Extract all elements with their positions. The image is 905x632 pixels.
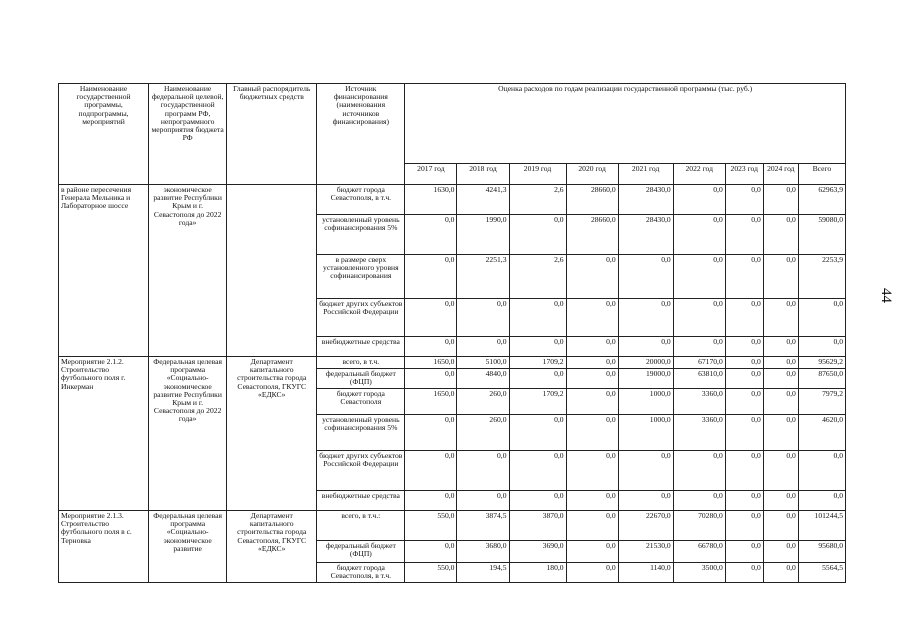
value-cell: 1630,0 xyxy=(405,185,457,215)
value-cell: 4840,0 xyxy=(457,369,509,389)
table-row xyxy=(59,511,846,541)
value-cell: 28430,0 xyxy=(618,215,673,255)
value-cell: 0,0 xyxy=(673,299,725,337)
value-cell: 0,0 xyxy=(763,337,798,357)
value-cell: 0,0 xyxy=(673,451,725,491)
value-cell: 0,0 xyxy=(405,451,457,491)
value-cell: 0,0 xyxy=(405,215,457,255)
value-cell: 0,0 xyxy=(725,357,763,369)
value-cell: 0,0 xyxy=(566,491,618,511)
header-manager: Главный распорядитель бюджетных средств xyxy=(227,84,317,185)
value-cell: 0,0 xyxy=(725,299,763,337)
header-estimate: Оценка расходов по годам реализации государственной программы (тыс. руб.) xyxy=(405,84,846,164)
funding-source: установленный уровень софинансирования 5% xyxy=(317,415,405,451)
funding-source: бюджет города Севастополя, в т.ч. xyxy=(317,563,405,583)
header-year: 2022 год xyxy=(673,164,725,185)
value-cell: 67170,0 xyxy=(673,357,725,369)
value-cell: 0,0 xyxy=(763,491,798,511)
value-cell: 180,0 xyxy=(509,563,566,583)
funding-source: бюджет города Севастополя, в т.ч. xyxy=(317,185,405,215)
value-cell: 3870,0 xyxy=(509,511,566,541)
value-cell: 0,0 xyxy=(763,255,798,299)
value-cell: 0,0 xyxy=(673,491,725,511)
value-cell: 0,0 xyxy=(509,337,566,357)
block-manager xyxy=(227,185,317,357)
value-cell: 0,0 xyxy=(618,491,673,511)
value-cell: 0,0 xyxy=(763,451,798,491)
value-cell: 4241,3 xyxy=(457,185,509,215)
value-cell: 0,0 xyxy=(509,451,566,491)
value-cell: 0,0 xyxy=(725,511,763,541)
value-cell: 0,0 xyxy=(673,185,725,215)
value-cell: 0,0 xyxy=(798,299,845,337)
value-cell: 0,0 xyxy=(763,563,798,583)
value-cell: 4620,0 xyxy=(798,415,845,451)
budget-table xyxy=(58,83,846,583)
funding-source: установленный уровень софинансирования 5% xyxy=(317,215,405,255)
value-cell: 0,0 xyxy=(509,415,566,451)
value-cell: 2,6 xyxy=(509,185,566,215)
value-cell: 260,0 xyxy=(457,389,509,415)
value-cell: 0,0 xyxy=(566,511,618,541)
funding-source: федеральный бюджет (ФЦП) xyxy=(317,541,405,563)
value-cell: 0,0 xyxy=(725,369,763,389)
value-cell: 0,0 xyxy=(725,491,763,511)
value-cell: 95629,2 xyxy=(798,357,845,369)
value-cell: 0,0 xyxy=(673,215,725,255)
funding-source: всего, в т.ч. xyxy=(317,357,405,369)
table-row xyxy=(59,357,846,369)
value-cell: 0,0 xyxy=(566,369,618,389)
value-cell: 0,0 xyxy=(405,491,457,511)
value-cell: 0,0 xyxy=(763,185,798,215)
value-cell: 28660,0 xyxy=(566,215,618,255)
value-cell: 0,0 xyxy=(405,299,457,337)
value-cell: 0,0 xyxy=(405,415,457,451)
value-cell: 0,0 xyxy=(457,451,509,491)
funding-source: внебюджетные средства xyxy=(317,491,405,511)
value-cell: 3500,0 xyxy=(673,563,725,583)
value-cell: 3874,5 xyxy=(457,511,509,541)
value-cell: 0,0 xyxy=(725,215,763,255)
value-cell: 1709,2 xyxy=(509,389,566,415)
funding-source: федеральный бюджет (ФЦП) xyxy=(317,369,405,389)
value-cell: 0,0 xyxy=(763,215,798,255)
funding-source: бюджет других субъектов Российской Федерации xyxy=(317,299,405,337)
funding-source: внебюджетные средства xyxy=(317,337,405,357)
value-cell: 0,0 xyxy=(457,337,509,357)
value-cell: 63810,0 xyxy=(673,369,725,389)
value-cell: 7979,2 xyxy=(798,389,845,415)
value-cell: 3680,0 xyxy=(457,541,509,563)
value-cell: 0,0 xyxy=(725,415,763,451)
value-cell: 0,0 xyxy=(725,337,763,357)
value-cell: 0,0 xyxy=(405,369,457,389)
value-cell: 0,0 xyxy=(566,337,618,357)
value-cell: 0,0 xyxy=(618,299,673,337)
value-cell: 21530,0 xyxy=(618,541,673,563)
value-cell: 0,0 xyxy=(798,491,845,511)
value-cell: 0,0 xyxy=(566,299,618,337)
value-cell: 0,0 xyxy=(763,541,798,563)
value-cell: 28430,0 xyxy=(618,185,673,215)
value-cell: 59080,0 xyxy=(798,215,845,255)
value-cell: 66780,0 xyxy=(673,541,725,563)
value-cell: 3360,0 xyxy=(673,389,725,415)
value-cell: 20000,0 xyxy=(618,357,673,369)
value-cell: 0,0 xyxy=(509,299,566,337)
value-cell: 0,0 xyxy=(509,491,566,511)
value-cell: 1000,0 xyxy=(618,389,673,415)
value-cell: 0,0 xyxy=(405,337,457,357)
value-cell: 28660,0 xyxy=(566,185,618,215)
value-cell: 5564,5 xyxy=(798,563,845,583)
value-cell: 3360,0 xyxy=(673,415,725,451)
value-cell: 0,0 xyxy=(566,563,618,583)
block-manager: Департамент капитального строительства города Севастополя, ГКУГС «ЕДКС» xyxy=(227,357,317,511)
block-manager: Департамент капитального строительства города Севастополя, ГКУГС «ЕДКС» xyxy=(227,511,317,583)
value-cell: 0,0 xyxy=(763,369,798,389)
funding-source: всего, в т.ч.: xyxy=(317,511,405,541)
value-cell: 3690,0 xyxy=(509,541,566,563)
header-year: 2019 год xyxy=(509,164,566,185)
value-cell: 0,0 xyxy=(725,185,763,215)
value-cell: 0,0 xyxy=(763,415,798,451)
value-cell: 0,0 xyxy=(725,255,763,299)
value-cell: 0,0 xyxy=(618,451,673,491)
value-cell: 0,0 xyxy=(725,389,763,415)
value-cell: 260,0 xyxy=(457,415,509,451)
value-cell: 0,0 xyxy=(509,369,566,389)
block-program: Мероприятие 2.1.3. Строительство футбольного поля в с. Терновка xyxy=(59,511,149,583)
block-program: Мероприятие 2.1.2. Строительство футбольного поля г. Инкерман xyxy=(59,357,149,511)
value-cell: 0,0 xyxy=(798,337,845,357)
value-cell: 0,0 xyxy=(763,511,798,541)
header-year: 2017 год xyxy=(405,164,457,185)
value-cell: 87650,0 xyxy=(798,369,845,389)
value-cell: 70280,0 xyxy=(673,511,725,541)
value-cell: 0,0 xyxy=(566,255,618,299)
header-year: 2023 год xyxy=(725,164,763,185)
value-cell: 101244,5 xyxy=(798,511,845,541)
value-cell: 0,0 xyxy=(618,255,673,299)
value-cell: 0,0 xyxy=(763,357,798,369)
block-federal: экономическое развитие Республики Крым и г. Севастополя до 2022 года» xyxy=(149,185,227,357)
value-cell: 0,0 xyxy=(566,451,618,491)
header-federal: Наименование федеральной целевой, государственной программ РФ, непрограммного мероприятия бюджета РФ xyxy=(149,84,227,185)
value-cell: 1709,2 xyxy=(509,357,566,369)
value-cell: 550,0 xyxy=(405,511,457,541)
value-cell: 0,0 xyxy=(457,491,509,511)
header-source: Источник финансирования (наименования источников финансирования) xyxy=(317,84,405,185)
funding-source: в размере сверх установленного уровня софинансирования xyxy=(317,255,405,299)
value-cell: 0,0 xyxy=(566,415,618,451)
block-federal: Федеральная целевая программа «Социально-экономическое развитие Республики Крым и г. Севастополя до 2022 года» xyxy=(149,357,227,511)
value-cell: 1000,0 xyxy=(618,415,673,451)
value-cell: 22670,0 xyxy=(618,511,673,541)
value-cell: 0,0 xyxy=(566,357,618,369)
header-year: Всего xyxy=(798,164,845,185)
header-year: 2018 год xyxy=(457,164,509,185)
block-federal: Федеральная целевая программа «Социально-экономическое развитие xyxy=(149,511,227,583)
value-cell: 1650,0 xyxy=(405,357,457,369)
header-year: 2024 год xyxy=(763,164,798,185)
funding-source: бюджет города Севастополя xyxy=(317,389,405,415)
value-cell: 0,0 xyxy=(673,255,725,299)
header-year: 2021 год xyxy=(618,164,673,185)
value-cell: 0,0 xyxy=(763,389,798,415)
header-year: 2020 год xyxy=(566,164,618,185)
value-cell: 550,0 xyxy=(405,563,457,583)
value-cell: 0,0 xyxy=(798,451,845,491)
value-cell: 0,0 xyxy=(673,337,725,357)
value-cell: 5100,0 xyxy=(457,357,509,369)
table-row xyxy=(59,185,846,215)
value-cell: 0,0 xyxy=(405,255,457,299)
value-cell: 194,5 xyxy=(457,563,509,583)
value-cell: 1990,0 xyxy=(457,215,509,255)
header-program: Наименование государственной программы, подпрограммы, мероприятий xyxy=(59,84,149,185)
value-cell: 0,0 xyxy=(405,541,457,563)
value-cell: 0,0 xyxy=(763,299,798,337)
value-cell: 2,6 xyxy=(509,255,566,299)
value-cell: 0,0 xyxy=(566,389,618,415)
value-cell: 2253,9 xyxy=(798,255,845,299)
value-cell: 62963,9 xyxy=(798,185,845,215)
page-number: 44 xyxy=(878,288,894,303)
value-cell: 2251,3 xyxy=(457,255,509,299)
value-cell: 0,0 xyxy=(509,215,566,255)
value-cell: 1650,0 xyxy=(405,389,457,415)
value-cell: 1140,0 xyxy=(618,563,673,583)
value-cell: 0,0 xyxy=(566,541,618,563)
value-cell: 0,0 xyxy=(725,451,763,491)
value-cell: 0,0 xyxy=(618,337,673,357)
block-program: в районе пересечения Генерала Мельника и Лабораторное шоссе xyxy=(59,185,149,357)
value-cell: 0,0 xyxy=(725,563,763,583)
value-cell: 19000,0 xyxy=(618,369,673,389)
value-cell: 0,0 xyxy=(725,541,763,563)
funding-source: бюджет других субъектов Российской Федерации xyxy=(317,451,405,491)
value-cell: 0,0 xyxy=(457,299,509,337)
value-cell: 95680,0 xyxy=(798,541,845,563)
